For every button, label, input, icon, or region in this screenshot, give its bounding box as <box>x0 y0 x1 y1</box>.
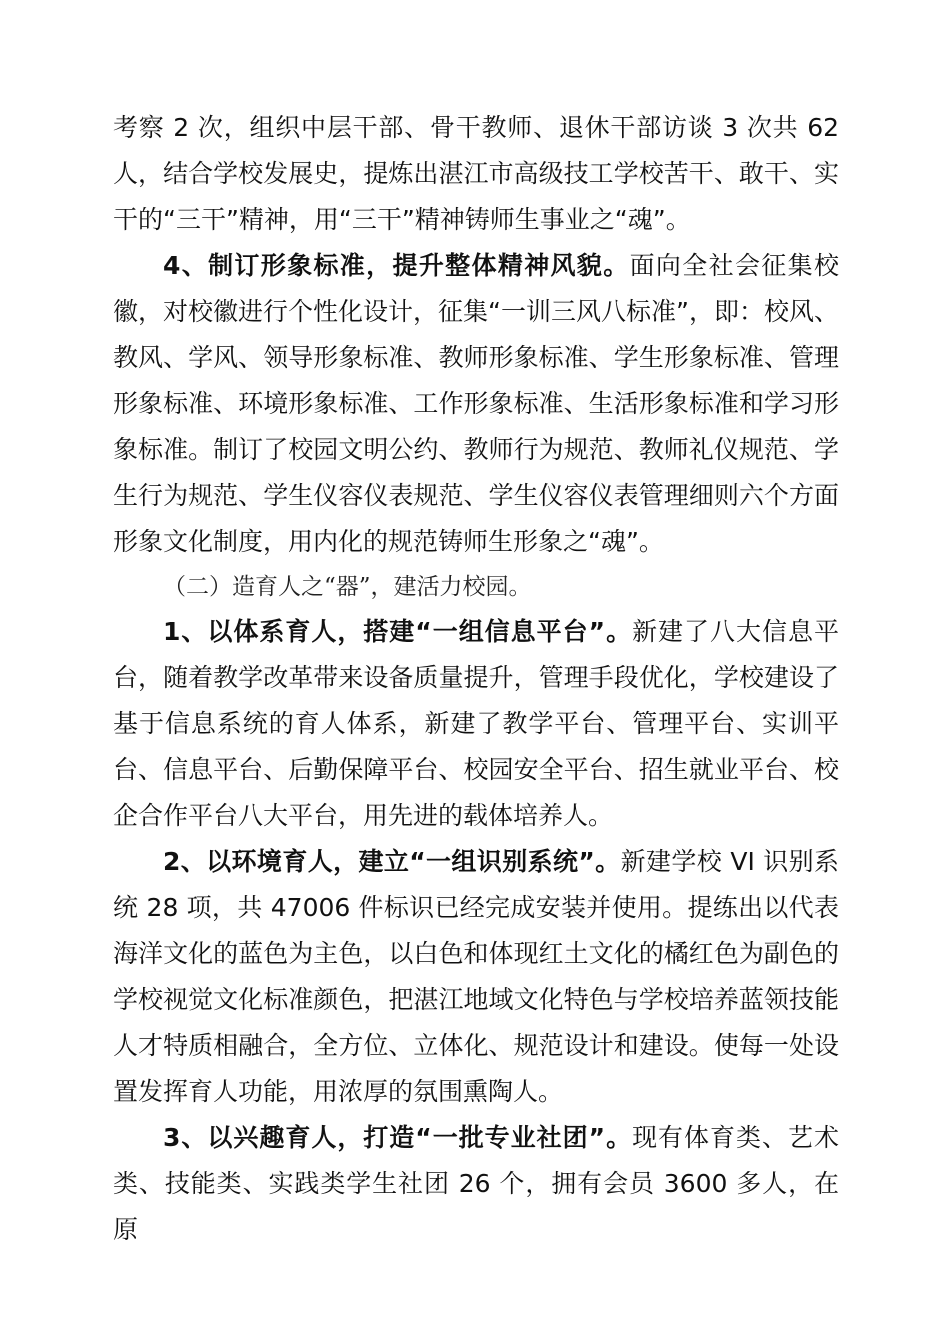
paragraph-heading: 2、以环境育人，建立“一组识别系统”。 <box>163 847 621 876</box>
paragraph-info-platform <box>113 609 839 839</box>
section-heading: （二）造育人之“器”，建活力校园。 <box>163 574 532 600</box>
paragraph-spirit-summary <box>113 105 839 243</box>
paragraph-heading: 3、以兴趣育人，打造“一批专业社团”。 <box>163 1123 633 1152</box>
paragraph-text: 现有体育类、艺术类、技能类、实践类学生社团 26 个，拥有会员 3600 多人，在原 <box>113 1123 839 1244</box>
paragraph-heading: 1、以体系育人，搭建“一组信息平台”。 <box>163 617 633 646</box>
paragraph-image-standards <box>113 243 839 565</box>
paragraph-student-clubs <box>113 1115 839 1253</box>
paragraph-text: 新建学校 VI 识别系统 28 项，共 47006 件标识已经完成安装并使用。提练出以代表海洋文化的蓝色为主色，以白色和体现红土文化的橘红色为副色的学校视觉文化标准颜色，把湛江地域文化特色与学校培养蓝领技能人才特质相融合，全方位、立体化、规范设计和建设。使每一处设置发挥育人功能，用浓厚的氛围熏陶人。 <box>113 847 840 1106</box>
paragraph-text: 面向全社会征集校徽，对校徽进行个性化设计，征集“一训三风八标准”，即：校风、教风、学风、领导形象标准、教师形象标准、学生形象标准、管理形象标准、环境形象标准、工作形象标准、生活形象标准和学习形象标准。制订了校园文明公约、教师行为规范、教师礼仪规范、学生行为规范、学生仪容仪表规范、学生仪容仪表管理细则六个方面形象文化制度，用内化的规范铸师生形象之“魂”。 <box>113 251 839 556</box>
paragraph-text: 考察 2 次，组织中层干部、骨干教师、退休干部访谈 3 次共 62 人，结合学校发展史，提炼出湛江市高级技工学校苦干、敢干、实干的“三干”精神，用“三干”精神铸师生事业之“魂”。 <box>113 113 839 234</box>
document-body <box>113 105 839 1253</box>
paragraph-identity-system <box>113 839 839 1115</box>
paragraph-heading: 4、制订形象标准，提升整体精神风貌。 <box>163 251 630 280</box>
paragraph-text: 新建了八大信息平台，随着教学改革带来设备质量提升，管理手段优化，学校建设了基于信息系统的育人体系，新建了教学平台、管理平台、实训平台、信息平台、后勤保障平台、校园安全平台、招生就业平台、校企合作平台八大平台，用先进的载体培养人。 <box>113 617 839 830</box>
